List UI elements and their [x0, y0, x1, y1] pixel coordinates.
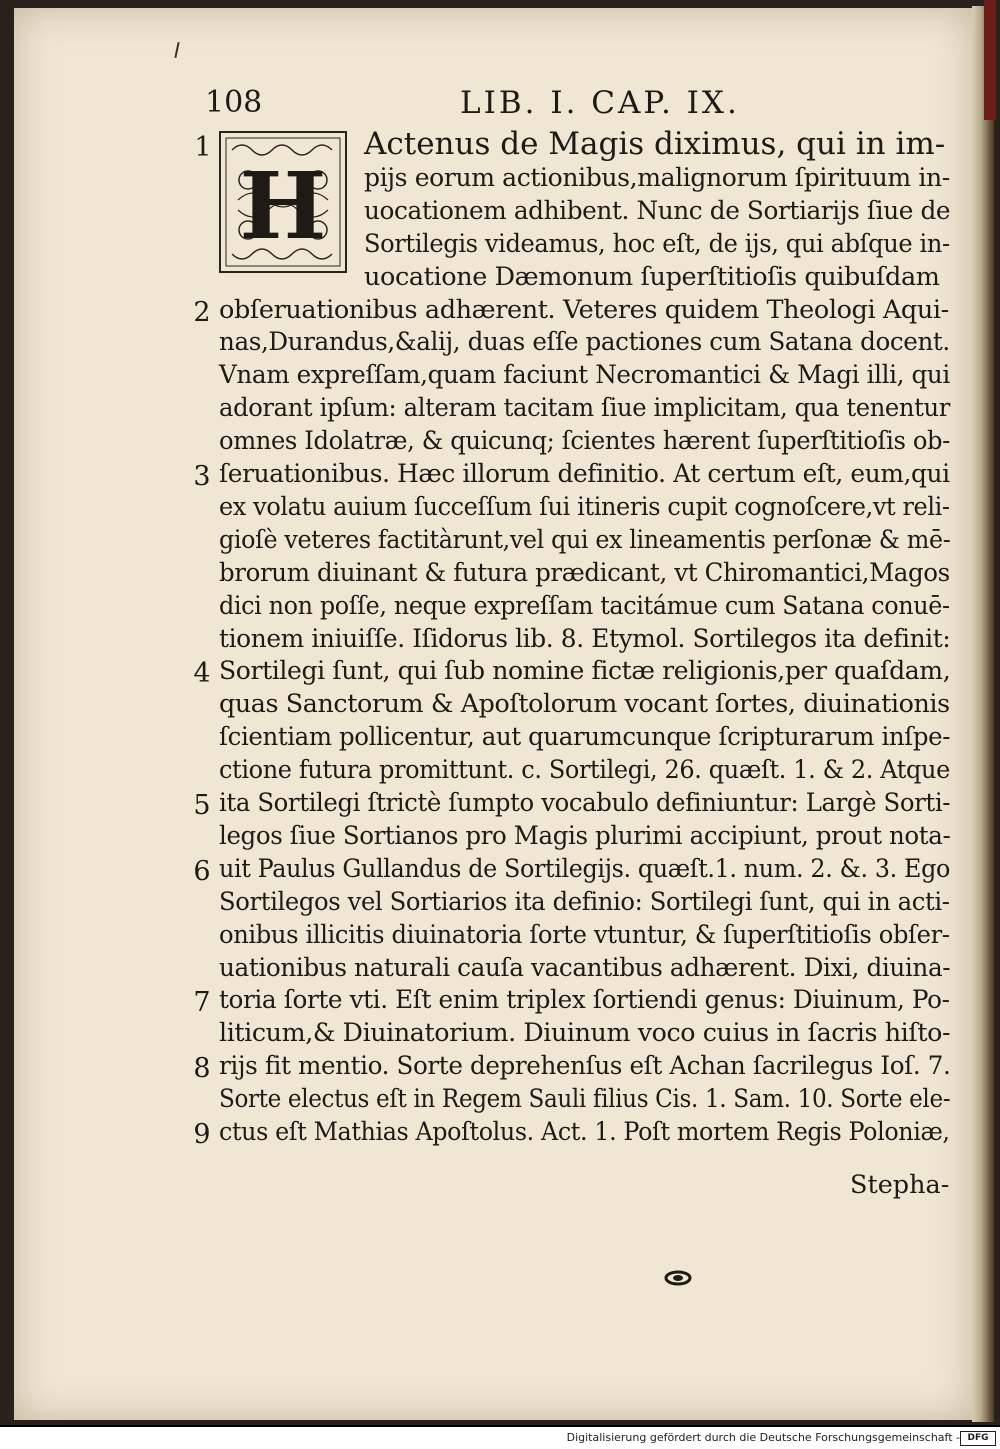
- text-line: toria ſorte vti. Eſt enim triplex ſortiendi genus: Diuinum, Po-: [219, 985, 950, 1016]
- text-line: Actenus de Magis diximus, qui in im-: [364, 126, 946, 162]
- running-head: LIB. I. CAP. IX.: [460, 85, 740, 121]
- text-line: uationibus naturali cauſa vacantibus adhærent. Dixi, diuina-: [219, 952, 951, 983]
- text-line: obſeruationibus adhærent. Veteres quidem Theologi Aqui-: [219, 294, 949, 325]
- catchword: Stepha-: [850, 1170, 950, 1200]
- text-line: ſeruationibus. Hæc illorum definitio. At certum eſt, eum,qui: [219, 459, 950, 489]
- bottom-ornament-icon: [662, 1268, 694, 1288]
- decorated-initial: [218, 130, 348, 274]
- margin-number: 7: [193, 987, 211, 1019]
- text-line: uit Paulus Gullandus de Sortilegijs. quæſt.1. num. 2. &. 3. Ego: [219, 853, 950, 884]
- margin-number: 8: [193, 1053, 211, 1085]
- text-line: legos ſiue Sortianos pro Magis plurimi accipiunt, prout nota-: [219, 820, 951, 851]
- text-line: pijs eorum actionibus,malignorum ſpirituum in-: [364, 162, 950, 193]
- text-line: ex volatu auium ſucceſſum ſui itineris cupit cognoſcere,vt reli-: [219, 491, 950, 522]
- text-line: tionem iniuiſſe. Iſidorus lib. 8. Etymol. Sortilegos ita definit:: [219, 623, 951, 654]
- text-line: brorum diuinant & futura prædicant, vt Chiromantici,Magos: [219, 557, 950, 588]
- text-line: Sortilegis videamus, hoc eſt, de ijs, qui abſque in-: [364, 228, 950, 259]
- margin-number: 1: [194, 132, 212, 163]
- text-line: quas Sanctorum & Apoſtolorum vocant ſortes, diuinationis: [219, 689, 950, 720]
- text-line: nas,Durandus,&alij, duas eſſe pactiones cum Satana docent.: [219, 327, 950, 358]
- binding-tab: [984, 0, 996, 120]
- text-line: uocatione Dæmonum ſuperſtitioſis quibuſdam: [364, 261, 940, 292]
- margin-number: 3: [193, 461, 211, 492]
- text-line: ctione futura promittunt. c. Sortilegi, 26. quæſt. 1. & 2. Atque: [219, 755, 950, 786]
- margin-number: 6: [193, 855, 211, 887]
- text-line: omnes Idolatræ, & quicunq; ſcientes hærent ſuperſtitioſis ob-: [219, 426, 950, 457]
- margin-number: 5: [193, 790, 211, 821]
- text-line: Vnam expreſſam,quam faciunt Necromantici & Magi illi, qui: [219, 360, 950, 391]
- text-line: uocationem adhibent. Nunc de Sortiarijs ſiue de: [364, 195, 951, 226]
- text-line: ctus eſt Mathias Apoſtolus. Act. 1. Poſt mortem Regis Poloniæ,: [219, 1117, 950, 1147]
- initial-ornament-frame: [218, 130, 348, 274]
- text-line: adorant ipſum: alteram tacitam ſiue implicitam, qua tenentur: [219, 393, 950, 424]
- text-line: Sorte electus eſt in Regem Sauli filius Cis. 1. Sam. 10. Sorte ele-: [219, 1084, 951, 1115]
- margin-number: 4: [193, 658, 211, 690]
- initial-letter: H: [239, 152, 327, 260]
- text-line: gioſè veteres factitàrunt,vel qui ex lineamentis perſonæ & mē-: [219, 524, 951, 555]
- page-edge: [972, 6, 994, 1422]
- text-line: ſcientiam pollicentur, aut quarumcunque ſcripturarum inſpe-: [219, 722, 951, 753]
- page-number: 108: [205, 85, 263, 120]
- text-line: onibus illicitis diuinatoria ſorte vtuntur, & ſuperſtitioſis obſer-: [219, 919, 950, 950]
- text-line: dici non poſſe, neque expreſſam tacitámue cum Satana conuē-: [219, 590, 950, 621]
- text-line: Sortilegi ſunt, qui ſub nomine fictæ religionis,per quaſdam,: [219, 656, 951, 687]
- margin-number: 9: [193, 1119, 211, 1150]
- margin-number: 2: [193, 296, 211, 328]
- footer-bar: [0, 1427, 1000, 1449]
- text-line: liticum,& Diuinatorium. Diuinum voco cuius in ſacris hiſto-: [219, 1018, 951, 1049]
- text-line: rijs fit mentio. Sorte deprehenſus eſt Achan ſacrilegus Ioſ. 7.: [219, 1051, 951, 1082]
- funding-credit: Digitalisierung gefördert durch die Deutsche Forschungsgemeinschaft -: [566, 1431, 960, 1444]
- text-line: ita Sortilegi ſtrictè ſumpto vocabulo definiuntur: Largè Sorti-: [219, 788, 951, 818]
- text-line: Sortilegos vel Sortiarios ita definio: Sortilegi ſunt, qui in acti-: [219, 886, 950, 917]
- dfg-logo: DFG: [960, 1431, 996, 1446]
- page-header: [205, 85, 765, 125]
